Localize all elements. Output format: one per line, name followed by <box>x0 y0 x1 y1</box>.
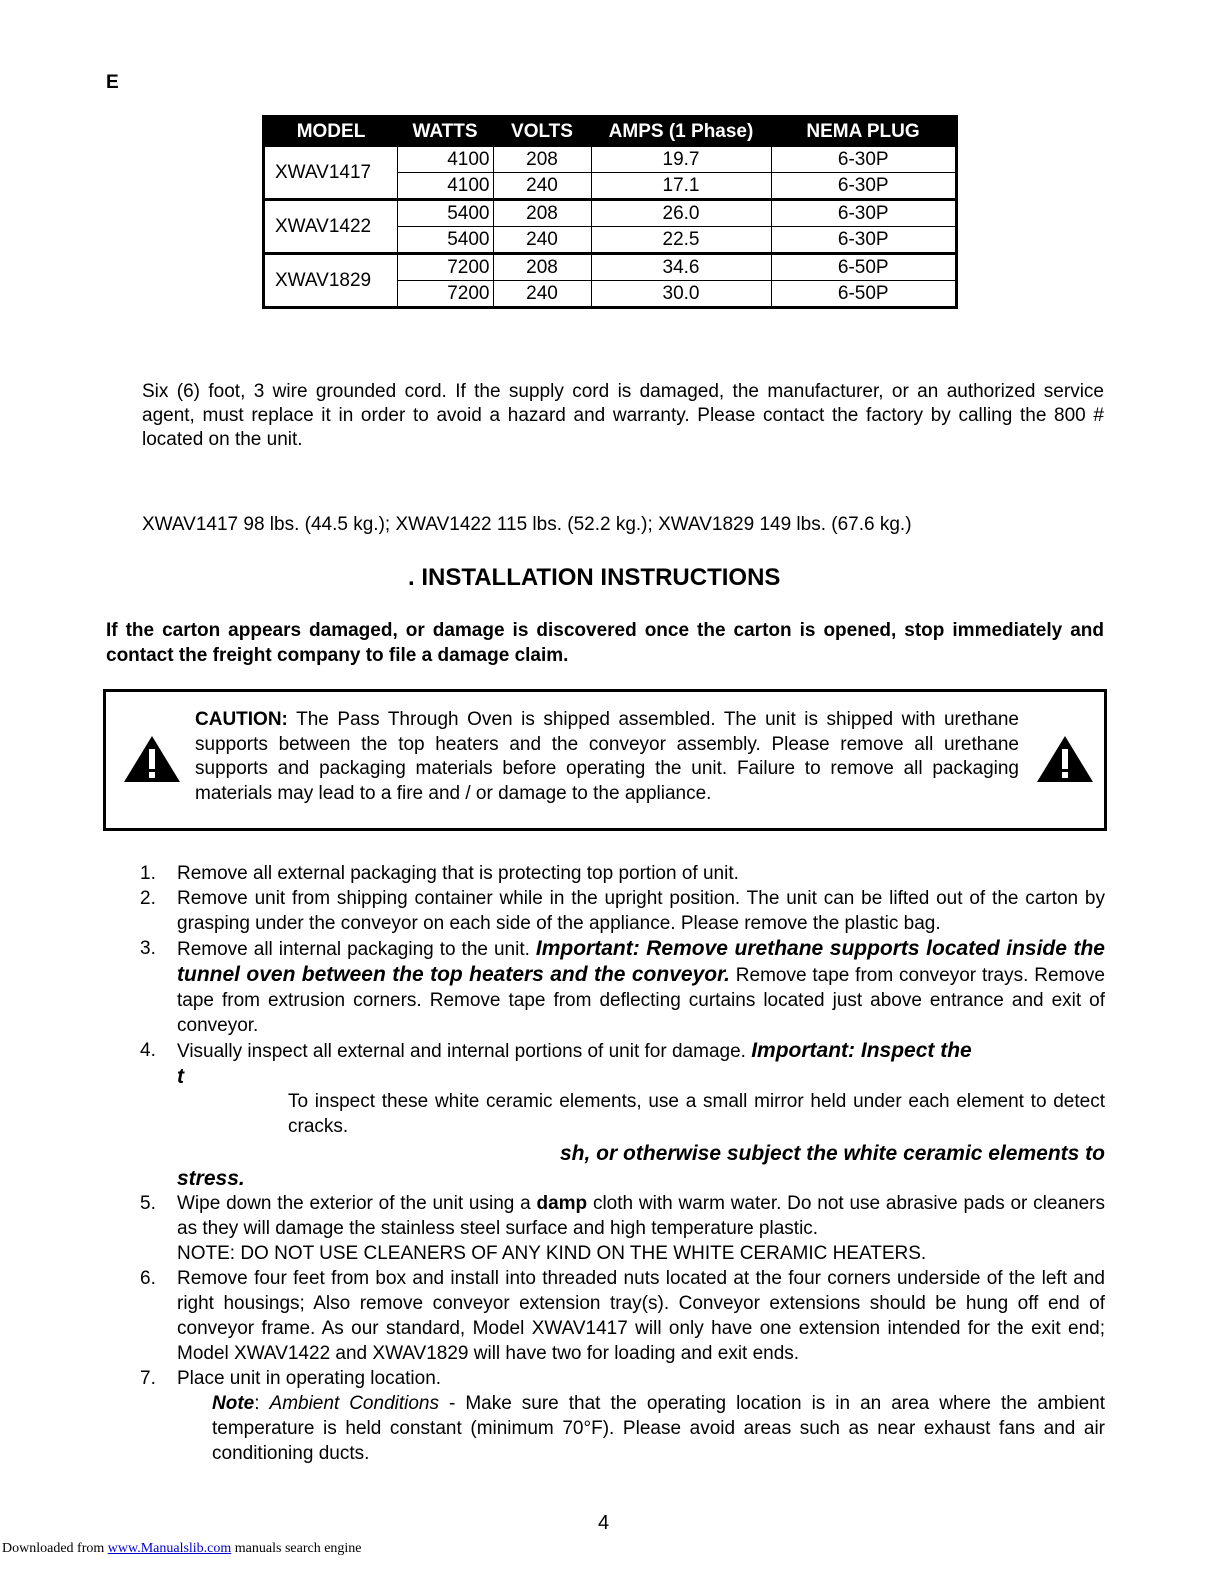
amps-cell: 30.0 <box>591 281 771 308</box>
step-note: NOTE: DO NOT USE CLEANERS OF ANY KIND ON THE WHITE CERAMIC HEATERS. <box>177 1243 927 1264</box>
important-note: Important: Remove urethane supports located inside the tunnel oven between the top heaters and the conveyor. <box>177 937 1105 986</box>
header-nema-plug: NEMA PLUG <box>771 117 957 147</box>
watts-cell: 7200 <box>397 254 493 281</box>
table-header-row <box>264 117 957 147</box>
step-text: To inspect these white ceramic elements, use a small mirror held under each element to detect cracks. <box>288 1091 1105 1137</box>
installation-steps <box>140 861 1105 1466</box>
plug-cell: 6-50P <box>771 254 957 281</box>
amps-cell: 34.6 <box>591 254 771 281</box>
step-number: 3. <box>140 938 156 959</box>
model-cell: XWAV1422 <box>264 200 398 254</box>
header-volts: VOLTS <box>493 117 591 147</box>
plug-cell: 6-50P <box>771 281 957 308</box>
step-note <box>177 1391 1105 1466</box>
caution-box <box>103 689 1107 831</box>
step-text: Place unit in operating location. <box>177 1368 442 1389</box>
step-text: Visually inspect all external and internal portions of unit for damage. <box>177 1041 752 1062</box>
note-colon: : <box>254 1393 270 1414</box>
footer-prefix: Downloaded from <box>2 1541 108 1556</box>
weights-paragraph: XWAV1417 98 lbs. (44.5 kg.); XWAV1422 115 lbs. (52.2 kg.); XWAV1829 149 lbs. (67.6 kg.) <box>142 514 912 535</box>
note-title: Ambient Conditions <box>269 1393 439 1414</box>
table-row <box>264 147 957 173</box>
important-note: Important: Inspect the <box>751 1039 972 1062</box>
watts-cell: 5400 <box>397 200 493 227</box>
model-cell: XWAV1829 <box>264 254 398 308</box>
volts-cell: 240 <box>493 281 591 308</box>
bold-word: damp <box>536 1193 588 1214</box>
watts-cell: 5400 <box>397 227 493 254</box>
step-number: 2. <box>140 888 156 909</box>
manualslib-link[interactable]: www.Manualslib.com <box>107 1541 232 1556</box>
step-number: 4. <box>140 1040 156 1061</box>
list-item <box>140 861 1105 886</box>
important-fragment: sh, or otherwise subject the white ceramic elements to <box>560 1142 1105 1165</box>
volts-cell: 240 <box>493 227 591 254</box>
cord-paragraph: Six (6) foot, 3 wire grounded cord. If the supply cord is damaged, the manufacturer, or an authorized service agent, must replace it in order to avoid a hazard and warranty. Please contact the factory by calling the 800 # located on the unit. <box>142 381 1104 450</box>
model-cell: XWAV1417 <box>264 147 398 200</box>
amps-cell: 19.7 <box>591 147 771 173</box>
volts-cell: 208 <box>493 254 591 281</box>
amps-cell: 17.1 <box>591 173 771 200</box>
important-fragment: t <box>177 1065 184 1088</box>
note-text: - Make sure that the operating location is in an area where the ambient temperature is held constant (minimum 70°F). Please avoid areas such as near exhaust fans and air conditioning ducts. <box>212 1393 1105 1464</box>
footer-suffix: manuals search engine <box>231 1541 362 1556</box>
watts-cell: 4100 <box>397 173 493 200</box>
step-number: 7. <box>140 1368 156 1389</box>
header-watts: WATTS <box>397 117 493 147</box>
table-row <box>264 254 957 281</box>
volts-cell: 240 <box>493 173 591 200</box>
list-item <box>140 936 1105 1038</box>
plug-cell: 6-30P <box>771 227 957 254</box>
important-fragment: stress. <box>177 1167 245 1190</box>
page-number: 4 <box>598 1512 610 1534</box>
list-item <box>140 1366 1105 1466</box>
step-number: 6. <box>140 1268 156 1289</box>
section-letter: E <box>106 72 119 93</box>
watts-cell: 7200 <box>397 281 493 308</box>
plug-cell: 6-30P <box>771 200 957 227</box>
volts-cell: 208 <box>493 200 591 227</box>
carton-warning: If the carton appears damaged, or damage is discovered once the carton is opened, stop immediately and contact the freight company to file a damage claim. <box>106 620 1104 666</box>
step-text: Wipe down the exterior of the unit using a <box>177 1193 537 1214</box>
header-amps: AMPS (1 Phase) <box>591 117 771 147</box>
header-model: MODEL <box>264 117 398 147</box>
warning-icon <box>1035 734 1095 784</box>
caution-label: CAUTION: <box>195 709 288 730</box>
caution-text <box>195 708 1019 806</box>
list-item <box>140 1191 1105 1266</box>
step-number: 5. <box>140 1193 156 1214</box>
warning-icon <box>122 734 182 784</box>
list-item <box>140 1038 1105 1191</box>
list-item <box>140 886 1105 936</box>
installation-heading: . INSTALLATION INSTRUCTIONS <box>408 564 781 591</box>
step-text: Remove tape from conveyor trays. Remove tape from extrusion corners. Remove tape from deflecting curtains located just above entrance and exit of conveyor. <box>177 965 1105 1036</box>
caution-body: The Pass Through Oven is shipped assembled. The unit is shipped with urethane supports between the top heaters and the conveyor assembly. Please remove all urethane supports and packaging materials before operating the unit. Failure to remove all packaging materials may lead to a fire and / or damage to the appliance. <box>195 709 1019 804</box>
step-text: cloth with warm water. Do not use abrasive pads or cleaners as they will damage the stainless steel surface and high temperature plastic. <box>177 1193 1105 1239</box>
note-label: Note <box>212 1393 255 1414</box>
footer <box>2 1541 362 1557</box>
amps-cell: 26.0 <box>591 200 771 227</box>
step-text: Remove four feet from box and install into threaded nuts located at the four corners underside of the left and right housings; Also remove conveyor extension tray(s). Conveyor extensions should be hung off end of conveyor frame. As our standard, Model XWAV1417 will only have one extension intended for the exit end; Model XWAV1422 and XWAV1829 will have two for loading and exit ends. <box>177 1268 1105 1364</box>
volts-cell: 208 <box>493 147 591 173</box>
plug-cell: 6-30P <box>771 173 957 200</box>
electrical-spec-table <box>262 115 958 309</box>
step-number: 1. <box>140 863 156 884</box>
table-row <box>264 200 957 227</box>
plug-cell: 6-30P <box>771 147 957 173</box>
step-text: Remove unit from shipping container while in the upright position. The unit can be lifted out of the carton by grasping under the conveyor on each side of the appliance. Please remove the plastic bag. <box>177 888 1105 934</box>
list-item <box>140 1266 1105 1366</box>
step-text: Remove all external packaging that is protecting top portion of unit. <box>177 863 739 884</box>
watts-cell: 4100 <box>397 147 493 173</box>
step-text: Remove all internal packaging to the unit. <box>177 939 536 960</box>
amps-cell: 22.5 <box>591 227 771 254</box>
